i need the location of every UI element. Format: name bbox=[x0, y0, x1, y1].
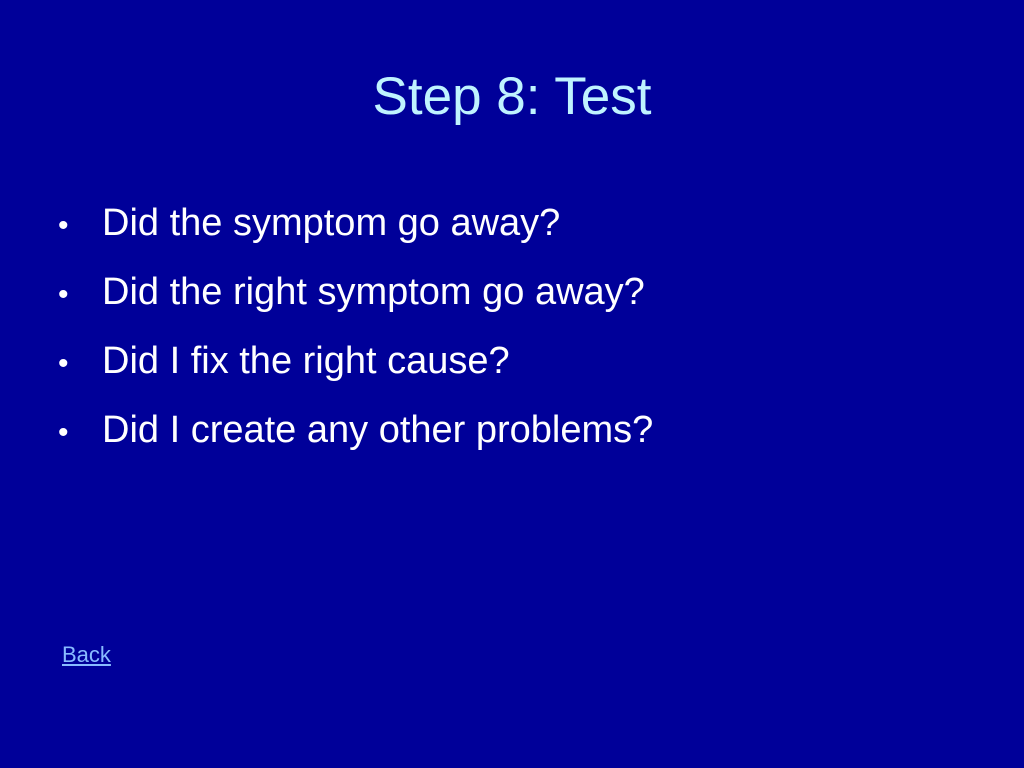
list-item bbox=[58, 397, 653, 466]
bullet-icon: • bbox=[58, 209, 69, 242]
bullet-text: Did the right symptom go away? bbox=[102, 271, 645, 313]
bullet-list bbox=[58, 190, 653, 466]
list-item bbox=[58, 259, 653, 328]
bullet-icon: • bbox=[58, 416, 69, 449]
bullet-icon: • bbox=[58, 347, 69, 380]
slide-title: Step 8: Test bbox=[372, 67, 652, 126]
list-item bbox=[58, 190, 653, 259]
list-item bbox=[58, 328, 653, 397]
back-link[interactable]: Back bbox=[62, 642, 111, 667]
bullet-text: Did the symptom go away? bbox=[102, 202, 561, 244]
bullet-text: Did I fix the right cause? bbox=[102, 340, 510, 382]
bullet-text: Did I create any other problems? bbox=[102, 409, 654, 451]
bullet-icon: • bbox=[58, 278, 69, 311]
